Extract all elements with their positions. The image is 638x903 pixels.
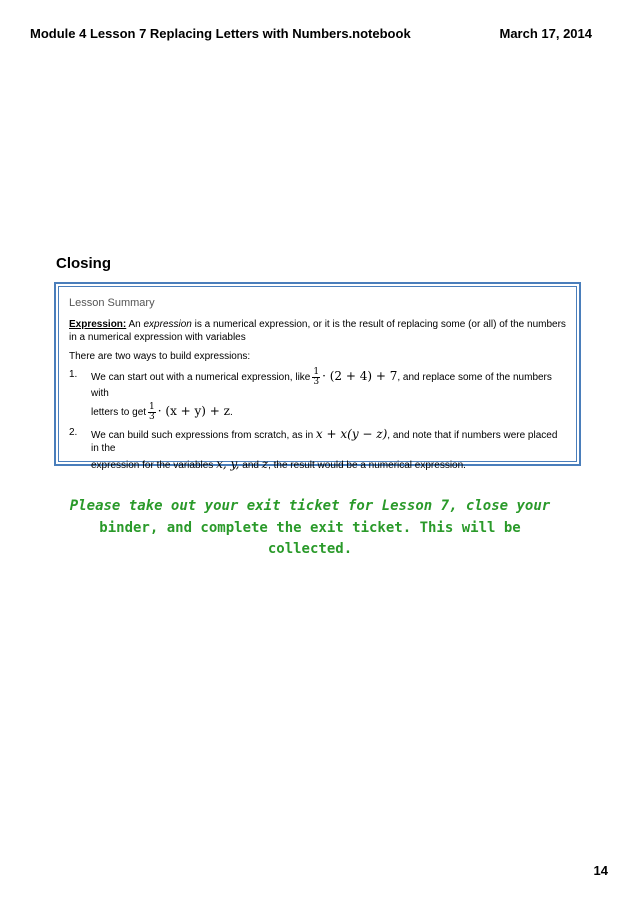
- item-1-text-a: We can start out with a numerical expression, like: [91, 372, 311, 384]
- math-expression: x + x(y − z): [315, 426, 388, 441]
- item-2-text-d: , the result would be a numerical expression.: [268, 459, 466, 471]
- math-variables: x, y,: [216, 456, 240, 471]
- item-2-text-b: , and note that if numbers were placed in the: [91, 429, 558, 455]
- document-date: March 17, 2014: [499, 26, 592, 41]
- fraction-denominator: 3: [313, 377, 320, 388]
- fraction-numerator: 1: [149, 401, 155, 412]
- item-2-text-c: expression for the variables: [91, 459, 214, 471]
- ways-intro: There are two ways to build expressions:: [69, 350, 251, 362]
- fraction: [148, 403, 156, 422]
- document-title: Module 4 Lesson 7 Replacing Letters with Numbers.notebook: [30, 26, 411, 41]
- item-1-text-c: letters to get: [91, 406, 147, 418]
- closing-heading: Closing: [56, 255, 111, 272]
- page-number: 14: [593, 863, 608, 878]
- lesson-summary-inner: [58, 286, 577, 471]
- item-2-line-1: [91, 426, 566, 456]
- expression-definition: [69, 318, 566, 345]
- summary-item-1: [69, 368, 566, 422]
- lesson-summary-box: [54, 282, 581, 471]
- expression-def-italic: expression: [143, 318, 192, 330]
- math-expression: · (x + y) + z: [157, 403, 230, 418]
- item-number: 2.: [69, 426, 78, 438]
- expression-def-part1: An: [126, 318, 144, 330]
- summary-item-2: [69, 426, 566, 473]
- item-1-line-2: [91, 403, 566, 422]
- expression-term: Expression:: [69, 318, 127, 330]
- math-variable-z: z: [261, 456, 269, 471]
- item-2-line-2: [91, 456, 566, 473]
- item-2-text-a: We can build such expressions from scratch, as in: [91, 429, 314, 441]
- exit-ticket-line-2: binder, and complete the exit ticket. This will be collected.: [99, 519, 521, 558]
- item-number: 1.: [69, 369, 78, 381]
- item-1-text-d: .: [230, 406, 233, 418]
- math-expression: · (2 + 4) + 7: [322, 369, 398, 384]
- exit-ticket-line-1: Please take out your exit ticket for Lesson 7, close your: [69, 498, 551, 514]
- fraction: [312, 368, 320, 387]
- fraction-denominator: 3: [149, 411, 155, 422]
- item-1-text-b: , and replace some of the numbers with: [91, 372, 552, 400]
- exit-ticket-instructions: [60, 496, 560, 561]
- lesson-summary-title: Lesson Summary: [69, 297, 155, 309]
- fraction-numerator: 1: [313, 367, 320, 378]
- item-1-line-1: [91, 368, 566, 401]
- item-2-text-mid: and: [239, 459, 262, 471]
- expression-def-part2: is a numerical expression, or it is the result of replacing some (or all) of the numbers in a numerical expression with variables: [69, 318, 566, 344]
